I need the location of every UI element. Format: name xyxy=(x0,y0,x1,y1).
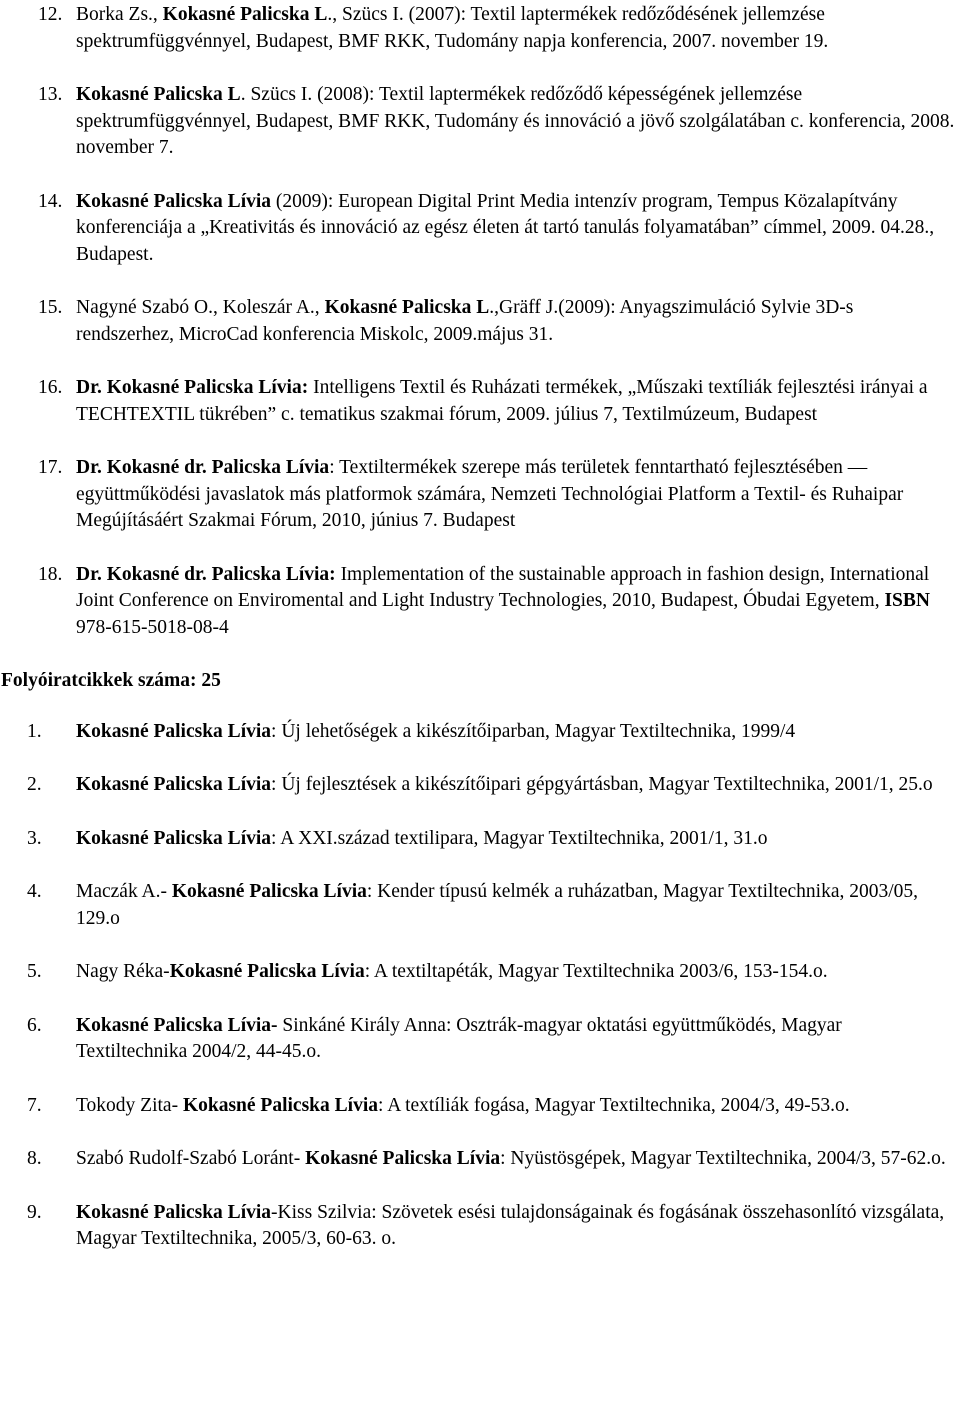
author-name: Kokasné Palicska Lívia xyxy=(76,720,272,742)
conference-entry xyxy=(0,375,960,428)
citation-text: : Nyüstösgépek, Magyar Textiltechnika, 2004/3, 57-62.o. xyxy=(500,1148,946,1169)
conference-list xyxy=(0,2,960,641)
journal-entry xyxy=(0,719,960,746)
document-page xyxy=(0,2,960,1253)
author-name: Kokasné Palicska Lívia xyxy=(76,1201,272,1223)
item-number: 18. xyxy=(38,563,63,585)
conference-entry xyxy=(0,455,960,535)
citation-text: : Textiltermékek szerepe más területek fenntartható fejlesztésében — együttműködési javaslatok más platformok számára, Nemzeti Technológiai Platform a Textil- és Ruhaipar Megújításáért Szakmai Fórum, 2010, június 7. Budapest xyxy=(76,457,904,531)
author-name: Dr. Kokasné Palicska Lívia: xyxy=(76,377,309,398)
citation-text: Nagy Réka- xyxy=(76,961,170,982)
conference-entry xyxy=(0,2,960,55)
citation-text: Szabó Rudolf-Szabó Loránt- xyxy=(76,1148,306,1169)
citation-text: : Új lehetőségek a kikészítőiparban, Magyar Textiltechnika, 1999/4 xyxy=(271,720,796,742)
citation-text: ., Szücs I. (2007): Textil laptermékek redőződésének jellemzése spektrumfüggvénnyel, Budapest, BMF RKK, Tudomány napja konferencia, 2007. november 19. xyxy=(76,4,829,52)
journal-entry xyxy=(0,1146,960,1173)
item-number: 6. xyxy=(27,1014,42,1036)
author-name: Kokasné Palicska L xyxy=(324,297,490,318)
item-number: 12. xyxy=(38,4,63,25)
conference-entry xyxy=(0,189,960,269)
author-name: Kokasné Palicska Lívia xyxy=(76,190,272,212)
conference-entry xyxy=(0,562,960,642)
journal-entry xyxy=(0,879,960,932)
author-name: Kokasné Palicska Lívia xyxy=(169,961,365,982)
author-name: Kokasné Palicska Lívia xyxy=(76,827,272,849)
journal-entry xyxy=(0,772,960,799)
author-name: Kokasné Palicska L xyxy=(162,4,328,25)
journal-entry xyxy=(0,959,960,986)
journal-article-list xyxy=(0,719,960,1253)
citation-text: : A XXI.század textilipara, Magyar Textiltechnika, 2001/1, 31.o xyxy=(271,827,768,849)
citation-text: : Új fejlesztések a kikészítőipari gépgyártásban, Magyar Textiltechnika, 2001/1, 25.o xyxy=(271,774,933,795)
journal-entry xyxy=(0,826,960,853)
author-name: Kokasné Palicska L xyxy=(76,84,241,105)
citation-text: Maczák A.- xyxy=(76,881,172,902)
author-name: Dr. Kokasné dr. Palicska Lívia xyxy=(76,457,330,478)
journal-entry xyxy=(0,1013,960,1066)
citation-text: : Kender típusú kelmék a ruházatban, Magyar Textiltechnika, 2003/05, 129.o xyxy=(76,881,919,929)
journal-heading: Folyóiratcikkek száma: 25 xyxy=(1,670,221,691)
item-number: 9. xyxy=(27,1201,42,1223)
item-number: 8. xyxy=(27,1148,42,1169)
author-name: Kokasné Palicska Lívia xyxy=(305,1148,501,1169)
item-number: 3. xyxy=(27,827,42,849)
author-name: Kokasné Palicska Lívia xyxy=(76,774,272,795)
author-name: Kokasné Palicska Lívia xyxy=(171,881,367,902)
author-name: Kokasné Palicska Lívia xyxy=(182,1094,378,1116)
item-number: 7. xyxy=(27,1094,42,1116)
item-number: 1. xyxy=(27,720,42,742)
citation-text: -Kiss Szilvia: Szövetek esési tulajdonságainak és fogásának összehasonlító vizsgálata, Magyar Textiltechnika, 2005/3, 60-63. o. xyxy=(76,1201,945,1249)
citation-text: Sinkáné Király Anna: Osztrák-magyar oktatási együttműködés, Magyar Textiltechnika 2004/2, 44-45.o. xyxy=(76,1014,842,1062)
citation-text: . Szücs I. (2008): Textil laptermékek redőződő képességének jellemzése spektrumfüggvénnyel, Budapest, BMF RKK, Tudomány és innováció a jövő szolgálatában c. konferencia, 2008. november 7. xyxy=(76,84,955,158)
citation-text: Tokody Zita- xyxy=(76,1094,183,1116)
author-name: Kokasné Palicska Lívia- xyxy=(76,1014,278,1036)
conference-entry xyxy=(0,295,960,348)
item-number: 14. xyxy=(38,190,63,212)
citation-text: 978-615-5018-08-4 xyxy=(76,616,229,638)
author-name: ISBN xyxy=(884,590,930,611)
citation-text: Borka Zs., xyxy=(76,4,163,25)
item-number: 15. xyxy=(38,297,63,318)
item-number: 5. xyxy=(27,961,42,982)
journal-entry xyxy=(0,1093,960,1120)
item-number: 4. xyxy=(27,881,42,902)
citation-text: : A textiltapéták, Magyar Textiltechnika 2003/6, 153-154.o. xyxy=(364,961,828,982)
item-number: 17. xyxy=(38,457,63,478)
author-name: Dr. Kokasné dr. Palicska Lívia: xyxy=(76,563,336,585)
citation-text: Nagyné Szabó O., Koleszár A., xyxy=(76,297,325,318)
conference-entry xyxy=(0,82,960,162)
item-number: 2. xyxy=(27,774,42,795)
citation-text: : A textíliák fogása, Magyar Textiltechnika, 2004/3, 49-53.o. xyxy=(377,1094,850,1116)
citation-text: .,Gräff J.(2009): Anyagszimuláció Sylvie 3D-s rendszerhez, MicroCad konferencia Miskolc, 2009.május 31. xyxy=(76,297,854,345)
item-number: 16. xyxy=(38,377,63,398)
citation-text: (2009): European Digital Print Media intenzív program, Tempus Közalapítvány konferenciája a „Kreativitás és innováció az egész életen át tartó tanulás folyamatában” címmel, 2009. 04.28., Budapest. xyxy=(76,190,935,265)
journal-entry xyxy=(0,1200,960,1253)
item-number: 13. xyxy=(38,84,63,105)
citation-text: Intelligens Textil és Ruházati termékek, „Műszaki textíliák fejlesztési irányai a TECHTEXTIL tükrében” c. tematikus szakmai fórum, 2009. július 7, Textilmúzeum, Budapest xyxy=(76,377,928,425)
citation-text: Implementation of the sustainable approach in fashion design, International Joint Conference on Enviromental and Light Industry Technologies, 2010, Budapest, Óbudai Egyetem, xyxy=(76,563,930,611)
